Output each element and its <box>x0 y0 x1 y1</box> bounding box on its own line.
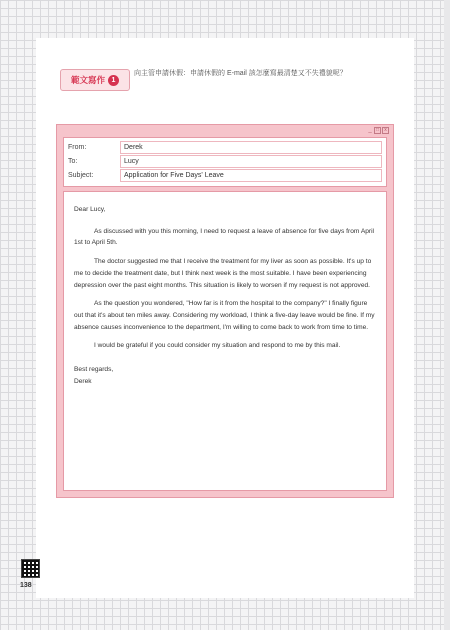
example-badge-label: 範文寫作 <box>70 75 105 85</box>
signature: Derek <box>74 377 92 385</box>
closing-line: Best regards, <box>74 366 114 374</box>
example-prompt: 向主管申請休假：申請休假的 E-mail 該怎麼寫最清楚又不失禮貌呢？ <box>134 70 347 77</box>
page-edge <box>444 0 450 630</box>
minimize-icon: _ <box>368 126 372 133</box>
close-icon: x <box>382 127 389 134</box>
window-controls <box>367 126 389 134</box>
to-field: Lucy <box>120 155 382 168</box>
email-body <box>63 191 387 491</box>
email-paragraph: As discussed with you this morning, I need to request a leave of absence for five days from April 1st to April 5th. <box>74 227 375 247</box>
qr-code-icon <box>21 559 40 578</box>
header-row-from <box>68 141 382 154</box>
example-header <box>60 66 390 96</box>
email-paragraph: As the question you wondered, "How far is it from the hospital to the company?" I finally figure out that it's about ten miles away. Considering my workload, I think a five-day leave would be fine. If my absence causes inconvenience to the department, I'm willing to come back to work from time to time. <box>74 300 375 331</box>
subject-field: Application for Five Days' Leave <box>120 169 382 182</box>
email-paragraph: The doctor suggested me that I receive the treatment for my liver as soon as possible. It's up to me to decide the treatment date, but I think next week is the most suitable. I have been experiencing depression over the past eight months. This situation is likely to worsen if my request is not approved. <box>74 258 372 289</box>
to-label: To: <box>68 158 78 165</box>
maximize-icon: □ <box>375 126 380 133</box>
email-greeting: Dear Lucy, <box>74 206 106 213</box>
email-closing <box>74 364 376 387</box>
page-number: 138 <box>20 582 32 589</box>
example-badge-number: 1 <box>108 75 119 86</box>
email-title-bar <box>57 125 393 136</box>
subject-label: Subject: <box>68 172 94 179</box>
email-headers <box>63 137 387 187</box>
from-field: Derek <box>120 141 382 154</box>
example-badge <box>60 69 130 91</box>
email-paragraph: I would be grateful if you could consider my situation and respond to me by this mail. <box>94 342 341 350</box>
header-row-subject <box>68 169 382 182</box>
email-window <box>56 124 394 498</box>
from-label: From: <box>68 144 87 151</box>
header-row-to <box>68 155 382 168</box>
